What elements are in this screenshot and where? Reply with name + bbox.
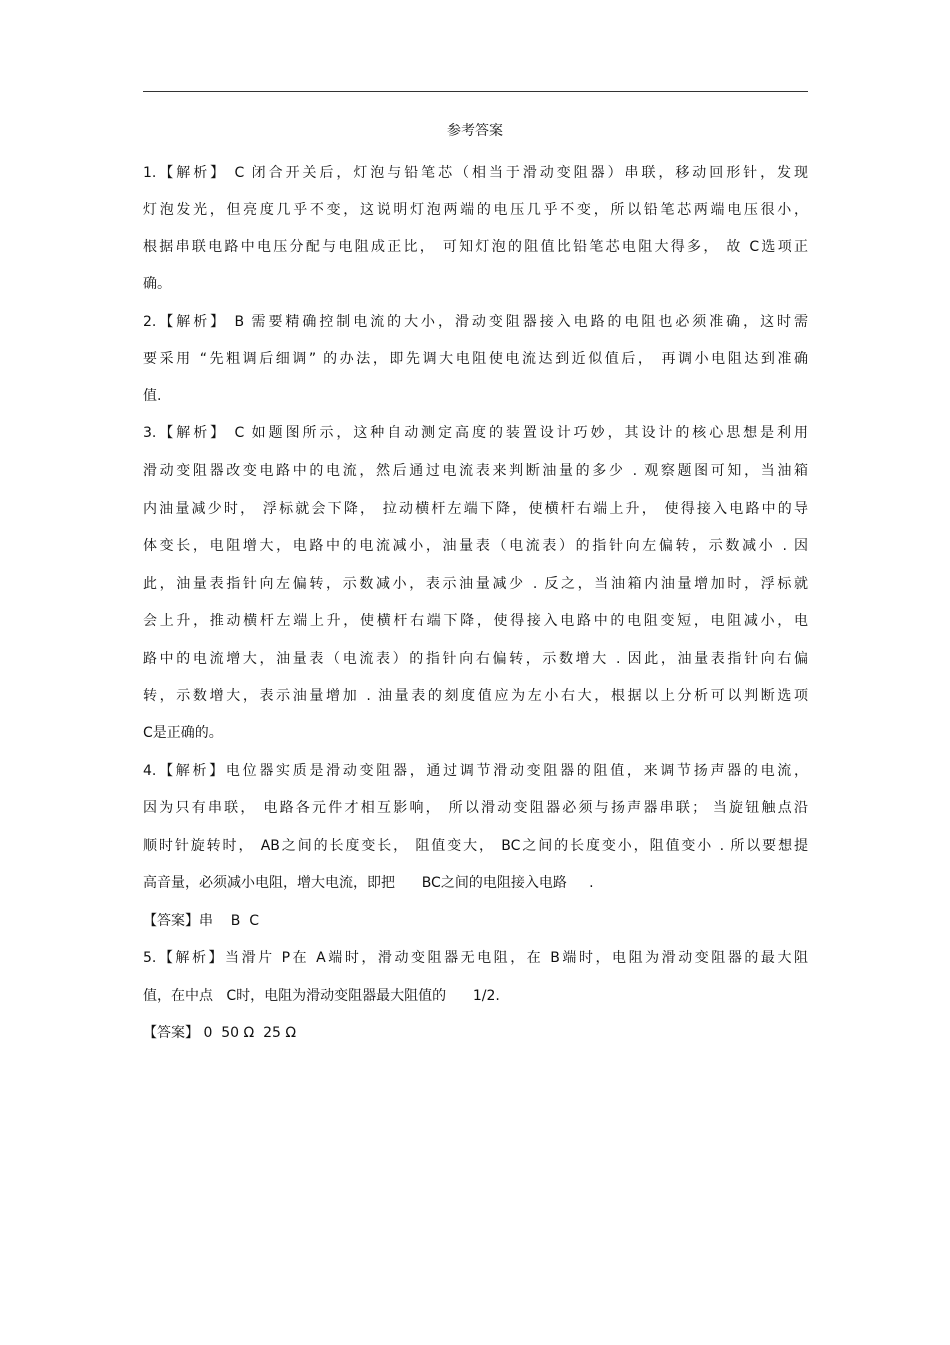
text-line-q3-6: 会上升，推动横杆左端上升，使横杆右端下降，使得接入电路中的电阻变短，电阻减小，电 — [143, 613, 808, 629]
text-line-q4-1: 4.【解析】电位器实质是滑动变阻器，通过调节滑动变阻器的阻值，来调节扬声器的电流， — [143, 763, 808, 779]
text-line-q1-2: 灯泡发光，但亮度几乎不变，这说明灯泡两端的电压几乎不变，所以铅笔芯两端电压很小， — [143, 202, 808, 218]
text-line-q3-8: 转，示数增大，表示油量增加 . 油量表的刻度值应为左小右大，根据以上分析可以判断选项 — [143, 688, 808, 704]
text-line-q4-3: 顺时针旋转时， AB之间的长度变长， 阻值变大， BC之间的长度变小，阻值变小 . 所以要想提 — [143, 838, 808, 854]
text-line-q2-3: 值. — [143, 388, 162, 404]
text-line-q3-4: 体变长，电阻增大，电路中的电流减小，油量表（电流表）的指针向左偏转，示数减小 . 因 — [143, 538, 808, 554]
page-title: 参考答案 — [447, 123, 503, 139]
text-line-q2-2: 要采用 “先粗调后细调” 的办法，即先调大电阻使电流达到近似值后， 再调小电阻达到准确 — [143, 351, 808, 367]
text-line-q4-4: 高音量，必须减小电阻，增大电流，即把 BC之间的电阻接入电路 . — [143, 875, 594, 891]
text-line-q4-2: 因为只有串联， 电路各元件才相互影响， 所以滑动变阻器必须与扬声器串联； 当旋钮触点沿 — [143, 800, 808, 816]
answer-line-q5: 【答案】 0 50 Ω 25 Ω — [143, 1025, 297, 1041]
text-line-q1-3: 根据串联电路中电压分配与电阻成正比， 可知灯泡的阻值比铅笔芯电阻大得多， 故 C选项正 — [143, 239, 808, 255]
text-line-q3-3: 内油量减少时， 浮标就会下降， 拉动横杆左端下降，使横杆右端上升， 使得接入电路中的导 — [143, 501, 808, 517]
text-line-q3-7: 路中的电流增大，油量表（电流表）的指针向右偏转，示数增大 . 因此，油量表指针向右偏 — [143, 651, 808, 667]
text-line-q1-4: 确。 — [143, 276, 171, 292]
text-line-q5-1: 5.【解析】当滑片 P在 A端时，滑动变阻器无电阻，在 B端时，电阻为滑动变阻器的最大阻 — [143, 950, 808, 966]
answer-line-q4: 【答案】串 B C — [143, 913, 260, 929]
text-line-q2-1: 2.【解析】 B 需要精确控制电流的大小，滑动变阻器接入电路的电阻也必须准确，这时需 — [143, 314, 808, 330]
header-rule — [143, 91, 808, 92]
text-line-q3-9: C是正确的。 — [143, 725, 223, 741]
text-line-q1-1: 1.【解析】 C 闭合开关后，灯泡与铅笔芯（相当于滑动变阻器）串联，移动回形针，发现 — [143, 165, 808, 181]
text-line-q3-2: 滑动变阻器改变电路中的电流，然后通过电流表来判断油量的多少 . 观察题图可知，当油箱 — [143, 463, 808, 479]
text-line-q3-5: 此，油量表指针向左偏转，示数减小，表示油量减少 . 反之，当油箱内油量增加时，浮标就 — [143, 576, 808, 592]
text-line-q5-2: 值，在中点 C时，电阻为滑动变阻器最大阻值的 1/2. — [143, 988, 500, 1004]
text-line-q3-1: 3.【解析】 C 如题图所示，这种自动测定高度的装置设计巧妙，其设计的核心思想是利用 — [143, 425, 808, 441]
